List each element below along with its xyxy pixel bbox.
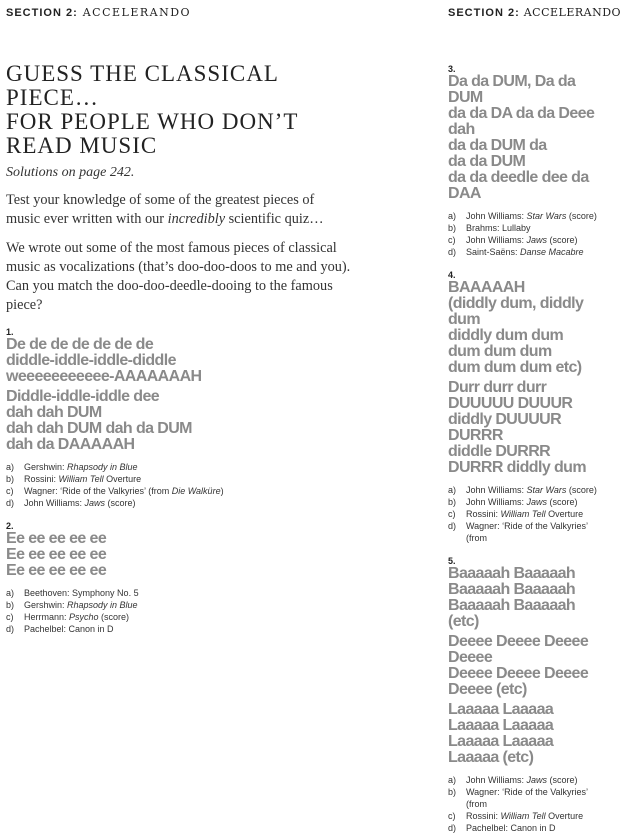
answer-option — [448, 786, 598, 810]
answer-option — [6, 587, 351, 599]
text-run: Overture — [545, 509, 584, 519]
running-header-right — [448, 6, 621, 19]
option-letter: c) — [448, 509, 456, 519]
vocalization-line: da da deedle dee da DAA — [448, 169, 589, 202]
question-number: 5. — [448, 556, 456, 566]
option-letter: d) — [6, 498, 15, 508]
vocalization-line: Baaaaah Baaaaah Baaaaah Baaaaah — [448, 565, 576, 598]
option-letter: b) — [448, 497, 457, 507]
vocalization-line: Ee ee ee ee ee — [6, 562, 107, 579]
vocalization-line: Ee ee ee ee ee — [6, 530, 107, 547]
text-run: Wagner: ‘Ride of the Valkyries’ (from — [466, 787, 588, 809]
text-run: (score) — [105, 498, 136, 508]
vocalization-stanza — [448, 74, 598, 202]
solutions-note: Solutions on page 242. — [6, 165, 135, 180]
running-header-left — [6, 6, 191, 19]
text-run: William Tell — [500, 811, 546, 821]
text-run: Pachelbel: Canon in D — [466, 823, 556, 833]
text-run: Rossini: — [24, 474, 59, 484]
answer-options — [6, 461, 351, 509]
vocalization-stanza — [448, 702, 598, 766]
question-number: 1. — [6, 327, 14, 337]
text-run: William Tell — [500, 509, 546, 519]
vocalization-line: da da DUM da — [448, 137, 547, 154]
text-run: John Williams: — [466, 485, 527, 495]
answer-options — [6, 587, 351, 635]
question-3 — [448, 64, 598, 258]
vocalization-stanza — [448, 280, 598, 376]
text-run: Wagner: ‘Ride of the Valkyries’ (from — [24, 486, 172, 496]
text-run: (score) — [566, 485, 597, 495]
question-2 — [6, 521, 351, 635]
text-run: John Williams: — [466, 235, 527, 245]
vocalization-line: weeeeeeeeeee-AAAAAAAH — [6, 368, 202, 385]
text-run: Rhapsody in Blue — [67, 462, 138, 472]
text-run: Jaws — [526, 235, 548, 245]
answer-option — [6, 599, 351, 611]
text-run: Beethoven: Symphony No. 5 — [24, 588, 139, 598]
text-run: Test your knowledge of some of the greatest pieces of music ever written with our — [6, 192, 315, 227]
question-4 — [448, 270, 598, 544]
title-line: READ MUSIC — [6, 133, 158, 158]
vocalization-line: BAAAAAH — [448, 279, 525, 296]
text-run: William Tell — [58, 474, 104, 484]
question-number: 4. — [448, 270, 456, 280]
text-run: Rhapsody in Blue — [67, 600, 138, 610]
option-letter: a) — [448, 211, 457, 221]
vocalization-stanza — [6, 531, 351, 579]
answer-option — [448, 234, 598, 246]
section-name: ACCELERANDO — [82, 6, 192, 19]
vocalization-line: dah da DAAAAAH — [6, 436, 135, 453]
vocalization-line: diddly DUUUUR DURRR — [448, 411, 562, 444]
vocalization-line: Baaaaah Baaaaah (etc) — [448, 597, 576, 630]
text-run: Overture — [545, 811, 584, 821]
vocalization-stanza — [6, 389, 351, 453]
vocalization-line: Diddle-iddle-iddle dee — [6, 388, 160, 405]
question-5 — [448, 556, 598, 834]
answer-option — [448, 496, 598, 508]
text-run: Danse Macabre — [520, 247, 584, 257]
answer-option — [6, 485, 351, 497]
text-run: Rossini: — [466, 811, 501, 821]
answer-options — [448, 484, 598, 544]
answer-option — [6, 623, 351, 635]
text-run: Overture — [103, 474, 142, 484]
text-run: Jaws — [526, 497, 548, 507]
answer-option — [448, 484, 598, 496]
answer-option — [448, 508, 598, 520]
vocalization-line: diddly dum dum dum dum dum — [448, 327, 564, 360]
answer-option — [448, 246, 598, 258]
vocalization-stanza — [6, 337, 351, 385]
vocalization-line: (diddly dum, diddly dum — [448, 295, 584, 328]
answer-option — [448, 222, 598, 234]
text-run: Gershwin: — [24, 462, 68, 472]
text-run: scientific quiz… — [225, 211, 324, 227]
text-run: Rossini: — [466, 509, 501, 519]
answer-option — [448, 810, 598, 822]
vocalization-line: diddle DURRR DURRR diddly dum — [448, 443, 586, 476]
option-letter: d) — [448, 247, 457, 257]
vocalization-line: diddle-iddle-iddle-diddle — [6, 352, 176, 369]
text-run: Gershwin: — [24, 600, 68, 610]
vocalization-line: da da DA da da Deee dah — [448, 105, 595, 138]
vocalization-line: Laaaaa Laaaaa Laaaaa Laaaaa — [448, 701, 554, 734]
text-run: We wrote out some of the most famous pieces of classical music as vocalizations (that’s doo-doo-doos to me and you). Can you match the doo-doo-deedle-dooing to the famous piece? — [6, 240, 351, 313]
option-letter: d) — [6, 624, 15, 634]
option-letter: c) — [448, 235, 456, 245]
vocalization-stanza — [448, 566, 598, 630]
question-number: 3. — [448, 64, 456, 74]
option-letter: a) — [6, 462, 15, 472]
vocalization-line: dah dah DUM — [6, 404, 102, 421]
question-number: 2. — [6, 521, 14, 531]
intro-paragraph — [6, 191, 351, 229]
text-run: (score) — [547, 775, 578, 785]
option-letter: a) — [448, 775, 457, 785]
option-letter: d) — [448, 521, 457, 531]
answer-option — [6, 461, 351, 473]
answer-option — [6, 611, 351, 623]
option-letter: b) — [6, 474, 15, 484]
text-run: incredibly — [167, 211, 226, 227]
vocalization-line: da da DUM — [448, 153, 526, 170]
page-title — [6, 62, 351, 158]
answer-option — [448, 774, 598, 786]
option-letter: a) — [6, 588, 15, 598]
vocalization-line: Deeee Deeee Deeee Deeee (etc) — [448, 665, 589, 698]
text-run: Psycho — [69, 612, 99, 622]
text-run: John Williams: — [466, 497, 527, 507]
text-run: (score) — [547, 235, 578, 245]
text-run: Saint-Saëns: — [466, 247, 521, 257]
text-run: Wagner: ‘Ride of the Valkyries’ (from — [466, 521, 588, 543]
text-run: Pachelbel: Canon in D — [24, 624, 114, 634]
answer-option — [6, 473, 351, 485]
text-run: (score) — [566, 211, 597, 221]
option-letter: c) — [448, 811, 456, 821]
title-line: FOR PEOPLE WHO DON’T — [6, 109, 299, 134]
section-name: ACCELERANDO — [523, 6, 621, 19]
option-letter: c) — [6, 486, 14, 496]
text-run: ) — [220, 486, 224, 496]
text-run: John Williams: — [24, 498, 85, 508]
answer-options — [448, 774, 598, 834]
text-run: John Williams: — [466, 211, 527, 221]
vocalization-line: dah dah DUM dah da DUM — [6, 420, 192, 437]
title-line: GUESS THE CLASSICAL PIECE… — [6, 61, 279, 110]
left-page — [6, 62, 351, 635]
answer-options — [448, 210, 598, 258]
answer-option — [448, 822, 598, 834]
intro-paragraph — [6, 239, 351, 315]
section-label: SECTION 2: — [6, 7, 78, 19]
text-run: John Williams: — [466, 775, 527, 785]
section-label: SECTION 2: — [448, 7, 520, 19]
text-run: Jaws — [526, 775, 548, 785]
option-letter: c) — [6, 612, 14, 622]
vocalization-stanza — [448, 634, 598, 698]
option-letter: b) — [448, 787, 457, 797]
option-letter: a) — [448, 485, 457, 495]
vocalization-line: Deeee Deeee Deeee Deeee — [448, 633, 589, 666]
option-letter: b) — [6, 600, 15, 610]
text-run: Brahms: Lullaby — [466, 223, 531, 233]
answer-option — [448, 210, 598, 222]
vocalization-line: Da da DUM, Da da DUM — [448, 73, 576, 106]
option-letter: d) — [448, 823, 457, 833]
option-letter: b) — [448, 223, 457, 233]
question-1 — [6, 327, 351, 509]
text-run: Herrmann: — [24, 612, 70, 622]
text-run: Star Wars — [526, 485, 567, 495]
vocalization-line: dum dum dum etc) — [448, 359, 582, 376]
vocalization-stanza — [448, 380, 598, 476]
vocalization-line: Durr durr durr DUUUUU DUUUR — [448, 379, 573, 412]
text-run: Die Walküre — [171, 486, 221, 496]
vocalization-line: Laaaaa Laaaaa Laaaaa (etc) — [448, 733, 554, 766]
text-run: (score) — [98, 612, 130, 622]
text-run: (score) — [547, 497, 578, 507]
vocalization-line: De de de de de de de — [6, 336, 154, 353]
answer-option — [6, 497, 351, 509]
text-run: Jaws — [84, 498, 106, 508]
answer-option — [448, 520, 598, 544]
vocalization-line: Ee ee ee ee ee — [6, 546, 107, 563]
text-run: Star Wars — [526, 211, 567, 221]
right-page — [448, 64, 598, 834]
